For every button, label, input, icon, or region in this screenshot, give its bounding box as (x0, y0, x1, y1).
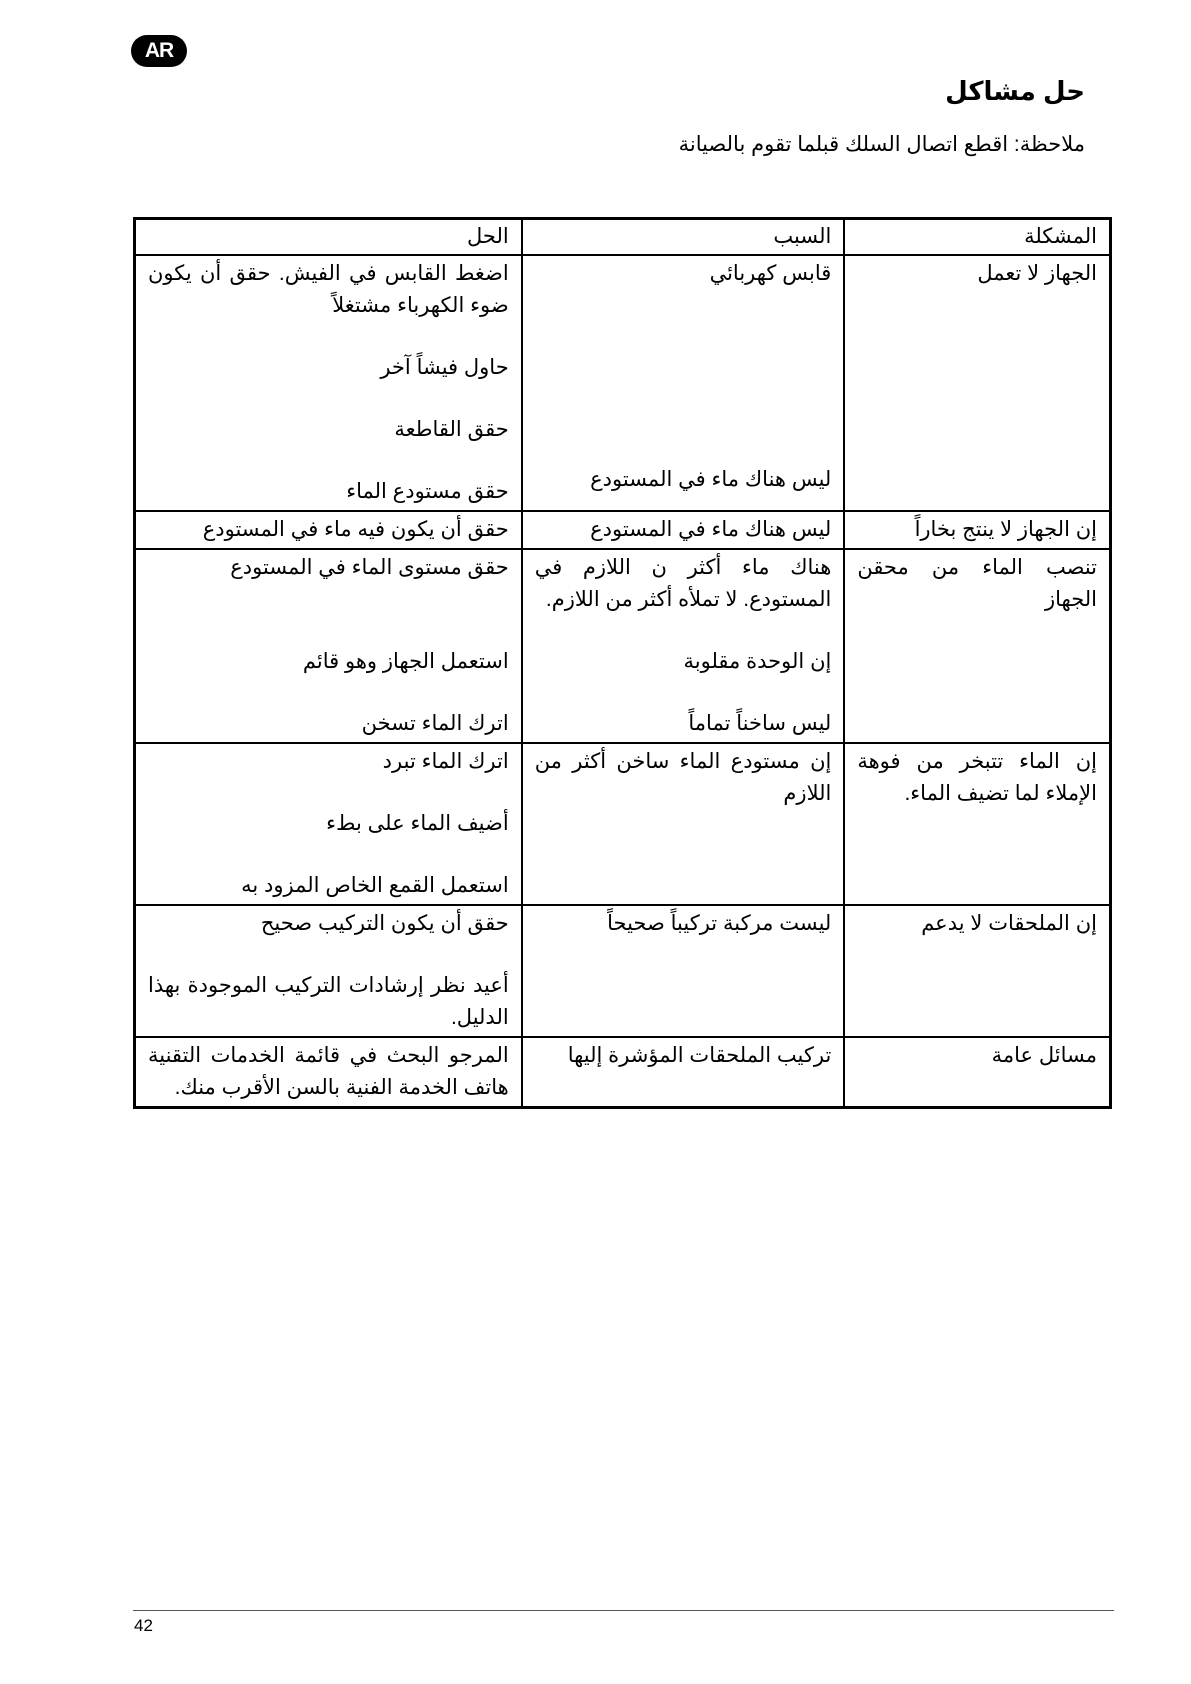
problem-text: إن الجهاز لا ينتج بخاراً (914, 518, 1097, 541)
language-badge: AR (131, 35, 187, 67)
cause-text: ليست مركبة تركيباً صحيحاً (607, 912, 832, 935)
solution-text: حقق القاطعة (394, 418, 509, 441)
solution-text: حقق مستودع الماء (346, 480, 509, 503)
problem-text: الجهاز لا تعمل (977, 262, 1097, 285)
solution-cell (135, 743, 522, 905)
problem-text: مسائل عامة (991, 1044, 1097, 1067)
solution-text: استعمل الجهاز وهو قائم (302, 650, 509, 673)
problem-text: إن الملحقات لا يدعم (921, 912, 1097, 935)
problem-cell (844, 1037, 1110, 1108)
problem-cell (844, 255, 1110, 511)
solution-cell (135, 1037, 522, 1108)
page-title: حل مشاكل (945, 76, 1085, 106)
footer-divider (133, 1610, 1114, 1611)
table-row (135, 743, 1111, 905)
solution-text: حقق أن يكون التركيب صحيح (260, 912, 509, 935)
cause-cell (522, 905, 845, 1037)
cause-cell (522, 743, 845, 905)
header-problem: المشكلة (844, 219, 1110, 256)
cause-text: إن الوحدة مقلوبة (683, 650, 832, 673)
problem-text: إن الماء تتبخر من فوهة الإملاء لما تضيف الماء. (857, 750, 1097, 805)
header-solution: الحل (135, 219, 522, 256)
cause-text: ليس هناك ماء في المستودع (590, 468, 832, 491)
cause-cell (522, 255, 845, 511)
table-row (135, 511, 1111, 549)
problem-cell (844, 511, 1110, 549)
header-cause: السبب (522, 219, 845, 256)
solution-cell (135, 255, 522, 511)
maintenance-note: ملاحظة: اقطع اتصال السلك قبلما تقوم بالصيانة (678, 133, 1085, 156)
cause-text: ليس هناك ماء في المستودع (590, 518, 832, 541)
table-row (135, 1037, 1111, 1108)
problem-cell (844, 549, 1110, 743)
troubleshooting-table (133, 217, 1112, 1109)
solution-text: حقق مستوى الماء في المستودع (230, 556, 509, 579)
problem-cell (844, 905, 1110, 1037)
solution-text: حقق أن يكون فيه ماء في المستودع (202, 518, 509, 541)
cause-text: ليس ساخناً تماماً (688, 712, 832, 735)
solution-text: أعيد نظر إرشادات التركيب الموجودة بهذا الدليل. (148, 974, 509, 1029)
table-row (135, 905, 1111, 1037)
problem-cell (844, 743, 1110, 905)
cause-cell (522, 549, 845, 743)
cause-cell (522, 1037, 845, 1108)
solution-cell (135, 905, 522, 1037)
solution-cell (135, 511, 522, 549)
solution-text: اترك الماء تسخن (361, 712, 509, 735)
cause-text: هناك ماء أكثر ن اللازم في المستودع. لا تملأه أكثر من اللازم. (534, 556, 832, 611)
solution-text: اضغط القابس في الفيش. حقق أن يكون ضوء الكهرباء مشتغلاً (148, 262, 509, 317)
table-row (135, 549, 1111, 743)
cause-cell (522, 511, 845, 549)
solution-cell (135, 549, 522, 743)
cause-text: قابس كهربائي (709, 262, 832, 285)
solution-text: حاول فيشاً آخر (380, 356, 509, 379)
page-number: 42 (134, 1616, 153, 1635)
table-row (135, 255, 1111, 511)
solution-text: استعمل القمع الخاص المزود به (241, 874, 509, 897)
problem-text: تنصب الماء من محقن الجهاز (857, 556, 1097, 611)
solution-text: اترك الماء تبرد (382, 750, 509, 773)
solution-text: المرجو البحث في قائمة الخدمات التقنية هاتف الخدمة الفنية بالسن الأقرب منك. (148, 1044, 509, 1099)
cause-text: إن مستودع الماء ساخن أكثر من اللازم (534, 750, 832, 805)
cause-text: تركيب الملحقات المؤشرة إليها (567, 1044, 832, 1067)
solution-text: أضيف الماء على بطء (326, 812, 509, 835)
table-header-row (135, 219, 1111, 256)
